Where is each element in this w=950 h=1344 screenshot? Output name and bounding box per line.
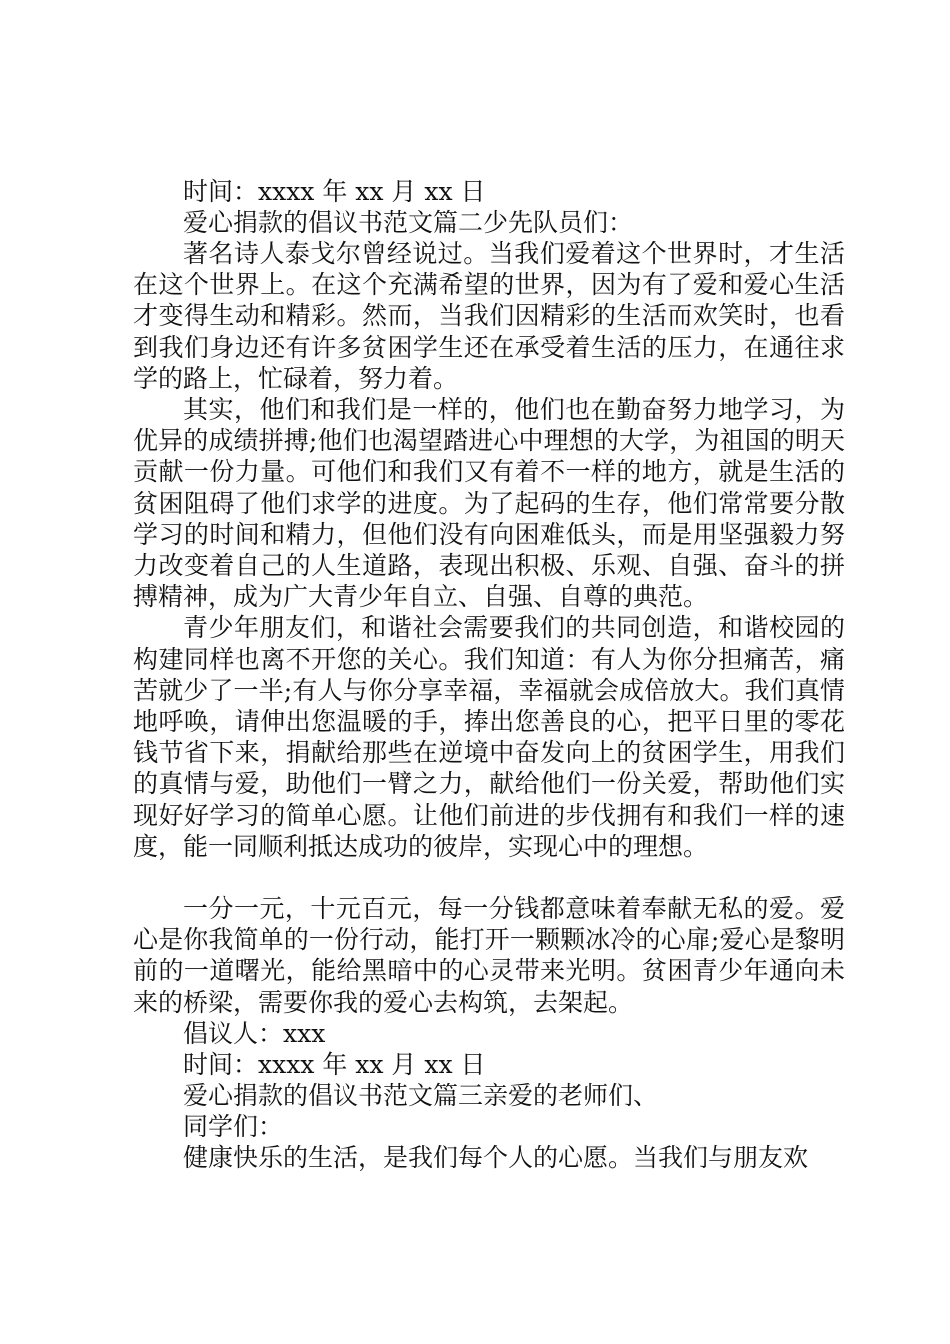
paragraph-gap [133,862,845,893]
paragraph-2: 其实，他们和我们是一样的，他们也在勤奋努力地学习，为优异的成绩拼搏;他们也渴望踏进心中理想的大学，为祖国的明天贡献一份力量。可他们和我们又有着不一样的地方，就是生活的贫困阻碍了他们求学的进度。为了起码的生存，他们常常要分散学习的时间和精力，但他们没有向困难低头，而是用坚强毅力努力改变着自己的人生道路，表现出积极、乐观、自强、奋斗的拼搏精神，成为广大青少年自立、自强、自尊的典范。 [133,395,845,612]
document-body [133,176,845,1173]
paragraph-3: 青少年朋友们，和谐社会需要我们的共同创造，和谐校园的构建同样也离不开您的关心。我们知道：有人为你分担痛苦，痛苦就少了一半;有人与你分享幸福，幸福就会成倍放大。我们真情地呼唤，请伸出您温暖的手，捧出您善良的心，把平日里的零花钱节省下来，捐献给那些在逆境中奋发向上的贫困学生，用我们的真情与爱，助他们一臂之力，献给他们一份关爱，帮助他们实现好好学习的简单心愿。让他们前进的步伐拥有和我们一样的速度，能一同顺利抵达成功的彼岸，实现心中的理想。 [133,613,845,861]
section-heading-2: 爱心捐款的倡议书范文篇二少先队员们： [183,208,634,237]
paragraph-1: 著名诗人泰戈尔曾经说过。当我们爱着这个世界时，才生活在这个世界上。在这个充满希望的世界，因为有了爱和爱心生活才变得生动和精彩。然而，当我们因精彩的生活而欢笑时，也看到我们身边还有许多贫困学生还在承受着生活的压力，在通往求学的路上，忙碌着，努力着。 [133,239,845,393]
initiator-line: 倡议人：xxx [183,1018,326,1048]
paragraph-last: 健康快乐的生活，是我们每个人的心愿。当我们与朋友欢 [183,1142,809,1172]
date-line: 时间：xxxx 年 xx 月 xx 日 [183,177,486,206]
section-heading-3: 爱心捐款的倡议书范文篇三亲爱的老师们、 [183,1080,659,1110]
paragraph-4: 一分一元，十元百元，每一分钱都意味着奉献无私的爱。爱心是你我简单的一份行动，能打开一颗颗冰冷的心扉;爱心是黎明前的一道曙光，能给黑暗中的心灵带来光明。贫困青少年通向未来的桥梁，需要你我的爱心去构筑，去架起。 [133,894,845,1017]
date-line-2: 时间：xxxx 年 xx 月 xx 日 [183,1049,486,1079]
section-heading-3-continued: 同学们： [183,1111,284,1141]
